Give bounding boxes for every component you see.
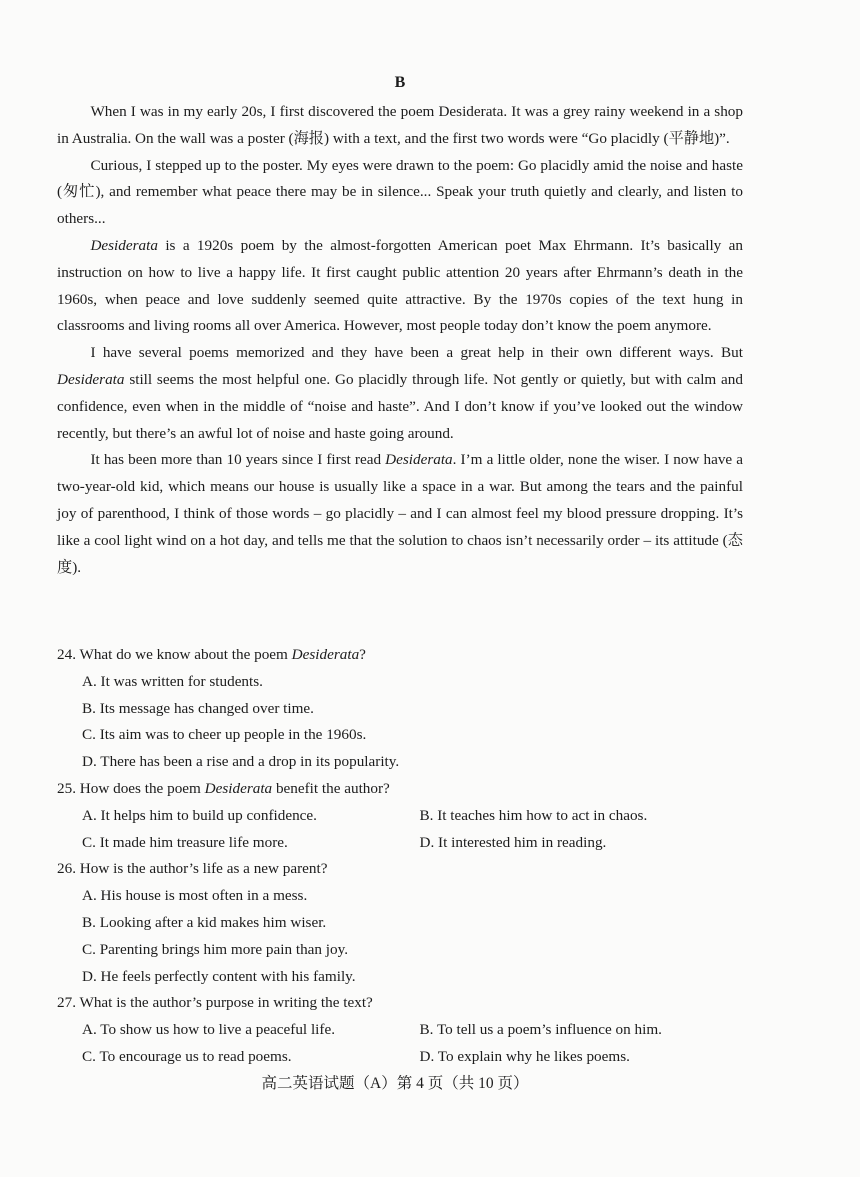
paragraph-3-text: is a 1920s poem by the almost-forgotten American poet Max Ehrmann. It’s basically an instruction on how to live a happy life. It first caught public attention 20 years after Ehrmann’s death in the 1960s, when peace and love suddenly seemed quite attractive. By the 1970s copies of the text hung in classrooms and living rooms all over America. However, most people today don’t know the poem anymore. [57, 236, 743, 335]
paragraph-5 [57, 447, 743, 581]
paragraph-4-text-a: I have several poems memorized and they have been a great help in their own different ways. But [90, 344, 743, 362]
stem-text: benefit the author? [272, 779, 390, 797]
poem-title: Desiderata [385, 451, 453, 469]
paragraph-2: Curious, I stepped up to the poster. My eyes were drawn to the poem: Go placidly amid the noise and haste (匆忙), and remember what peace there may be in silence... Speak your truth quietly and clearly, and listen to others... [57, 156, 743, 228]
option-c: C. Parenting brings him more pain than joy. [82, 940, 349, 958]
paragraph-1: When I was in my early 20s, I first discovered the poem Desiderata. It was a grey rainy weekend in a shop in Australia. On the wall was a poster (海报) with a text, and the first two words were “Go placidly (平静地)”. [57, 103, 743, 147]
section-label: B [394, 74, 406, 91]
option-d: D. To explain why he likes poems. [419, 1047, 630, 1065]
question-stem [57, 642, 757, 669]
stem-text: 24. What do we know about the poem [57, 646, 292, 663]
option-c: C. Its aim was to cheer up people in the 1960s. [82, 726, 367, 744]
option-a: A. His house is most often in a mess. [82, 887, 308, 905]
option-row [57, 1017, 757, 1044]
option-c: C. It made him treasure life more. [82, 833, 288, 851]
paragraph-4-text-b: still seems the most helpful one. Go placidly through life. Not gently or quietly, but with calm and confidence, even when in the middle of “noise and haste”. And I don’t know if you’ve looked out the window recently, but there’s an awful lot of noise and haste going around. [57, 370, 743, 442]
option-c: C. To encourage us to read poems. [82, 1047, 292, 1065]
option-a: A. To show us how to live a peaceful life. [82, 1021, 335, 1039]
reading-passage [57, 99, 743, 581]
option-d: D. It interested him in reading. [419, 833, 607, 851]
stem-text: ? [359, 646, 366, 663]
question-26 [57, 856, 757, 990]
option-row [57, 803, 757, 830]
question-list [57, 642, 757, 1071]
question-stem: 27. What is the author’s purpose in writing the text? [57, 994, 373, 1012]
paragraph-3 [57, 233, 743, 340]
question-stem [57, 776, 757, 803]
option-d: D. There has been a rise and a drop in its popularity. [82, 753, 400, 771]
option-d: D. He feels perfectly content with his family. [82, 967, 356, 985]
paragraph-4 [57, 340, 743, 447]
question-24 [57, 642, 757, 776]
option-a: A. It was written for students. [82, 672, 263, 690]
question-25 [57, 776, 757, 856]
option-b: B. Looking after a kid makes him wiser. [82, 913, 327, 931]
option-a: A. It helps him to build up confidence. [82, 806, 317, 824]
option-b: B. It teaches him how to act in chaos. [419, 806, 648, 824]
question-27 [57, 990, 757, 1070]
option-row [57, 1044, 757, 1071]
option-b: B. To tell us a poem’s influence on him. [419, 1021, 662, 1039]
poem-title: Desiderata [291, 646, 360, 663]
option-b: B. Its message has changed over time. [82, 699, 314, 717]
paragraph-5-text-b: . I’m a little older, none the wiser. I now have a two-year-old kid, which means our house is usually like a space in a war. But among the tears and the painful joy of parenthood, I think of those words – go placidly – and I can almost feel my blood pressure dropping. It’s like a cool light wind on a hot day, and tells me that the solution to chaos isn’t necessarily order – its attitude (态度). [57, 451, 743, 576]
poem-title: Desiderata [204, 779, 273, 797]
poem-title: Desiderata [57, 370, 125, 388]
paragraph-5-text-a: It has been more than 10 years since I first read [90, 451, 386, 469]
poem-title: Desiderata [90, 236, 158, 254]
stem-text: 25. How does the poem [57, 779, 205, 797]
question-stem: 26. How is the author’s life as a new parent? [57, 860, 328, 878]
option-row [57, 830, 757, 857]
page-footer: 高二英语试题（A）第 4 页（共 10 页） [261, 1075, 529, 1092]
